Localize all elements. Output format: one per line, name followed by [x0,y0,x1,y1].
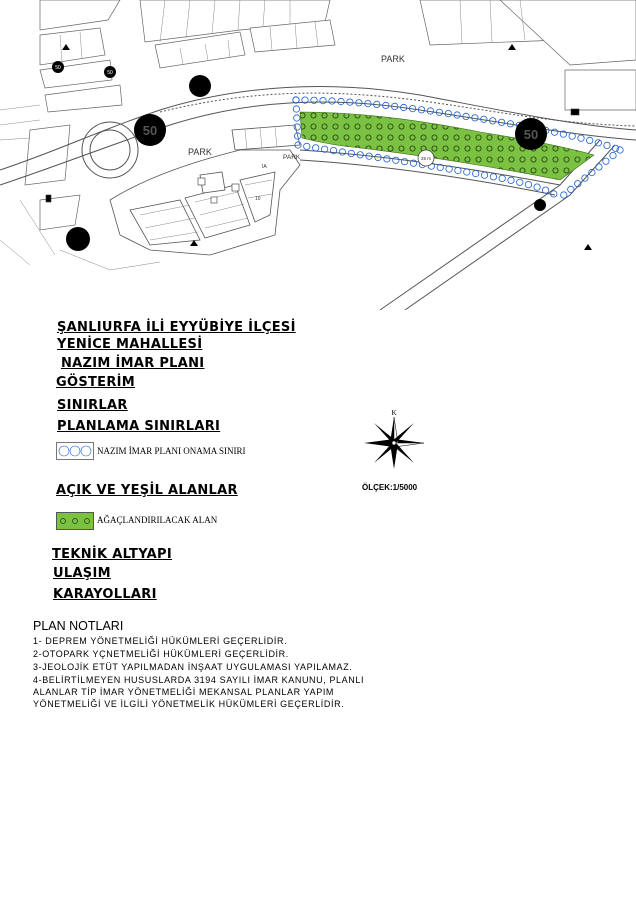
park-label: PARK [188,147,212,157]
plan-note: YÖNETMELİĞİ VE İLGİLİ YÖNETMELİK HÜKÜMLERİ GEÇERLİDİR. [33,699,345,709]
width-label: 25 m [420,156,432,161]
plan-title-province: ŞANLIURFA İLİ EYYÜBİYE İLÇESİ [57,320,296,335]
road-width-label: 50 [55,65,61,71]
afforestation-label: AĞAÇLANDIRILACAK ALAN [97,515,218,525]
legend-highways: KARAYOLLARI [53,587,157,602]
north-arrow-icon [358,407,430,479]
plan-note: 3-JEOLOJİK ETÜT YAPILMADAN İNŞAAT UYGULAMASI YAPILAMAZ. [33,662,353,672]
boundary-circle [347,99,353,105]
boundary-circle [568,186,574,192]
plan-title-type: NAZIM İMAR PLANI [61,356,205,371]
boundary-circle [446,166,452,172]
facility-icon [211,197,217,203]
legend-heading: GÖSTERİM [56,375,136,390]
boundary-circle [313,145,319,151]
boundary-circle [455,167,461,173]
fuel-station-icon [46,195,51,202]
boundary-circle [320,97,326,103]
plan-title-neighbourhood: YENİCE MAHALLESİ [57,337,203,352]
boundary-circle [587,137,593,143]
boundary-circle [610,152,616,158]
boundary-circle [525,181,531,187]
boundary-circle [551,129,557,135]
legend-open-green-areas: AÇIK VE YEŞİL ALANLAR [56,483,238,498]
residential-parcels [110,125,300,255]
boundary-circle [481,172,487,178]
plan-notes-title: PLAN NOTLARI [33,619,124,633]
zoning-map [0,0,636,310]
boundary-circle [508,177,514,183]
facility-icon [198,178,205,185]
boundary-circle [490,174,496,180]
north-label: K [391,409,397,417]
legend-section-boundaries: SINIRLAR [57,398,128,413]
road-width-label: 50 [107,70,113,76]
scale-label: ÖLÇEK:1/5000 [362,483,418,492]
boundary-circle [517,179,523,185]
boundary-circle [384,156,390,162]
boundary-circle [499,175,505,181]
boundary-circle [304,143,310,149]
boundary-circle [569,133,575,139]
plan-note: ALANLAR TİP İMAR YÖNETMELİĞİ MEKANSAL PLANLAR YAPIM [33,687,335,697]
boundary-circle [293,106,299,112]
boundary-circle [329,98,335,104]
boundary-circle [596,164,602,170]
roundabout [82,122,138,178]
boundary-circle [294,115,300,121]
legend-planning-boundaries: PLANLAMA SINIRLARI [57,419,221,434]
park-label: PARK [381,54,405,64]
legend-transportation: ULAŞIM [53,566,111,581]
boundary-circle [578,135,584,141]
boundary-circle [604,142,610,148]
building-icon [571,109,579,115]
boundary-circle [534,184,540,190]
kiosk-label: İA [262,164,267,170]
boundary-circle [348,150,354,156]
road-width-label: 50 [523,127,539,142]
boundary-circle [339,149,345,155]
park-label: PARK [283,154,301,161]
afforestation-swatch [56,512,94,530]
boundary-circle [393,157,399,163]
road-width-label: 10 [255,196,261,202]
plan-note: 1- DEPREM YÖNETMELİĞİ HÜKÜMLERİ GEÇERLİDİR. [33,636,288,646]
boundary-circle [473,170,479,176]
boundary-circle [561,192,567,198]
boundary-circle [338,98,344,104]
facility-icon [232,184,239,191]
boundary-circle [464,169,470,175]
approval-boundary-swatch [56,442,94,460]
afforestation-area [300,112,594,180]
plan-note: 4-BELİRTİLMEYEN HUSUSLARDA 3194 SAYILI İMAR KANUNU, PLANLI [33,675,365,685]
plan-note: 2-OTOPARK YÇNETMELİĞİ HÜKÜMLERİ GEÇERLİDİR. [33,649,289,659]
boundary-circle [595,140,601,146]
legend-technical-infrastructure: TEKNİK ALTYAPI [52,547,172,562]
boundary-circle [542,187,548,193]
approval-boundary-label: NAZIM İMAR PLANI ONAMA SINIRI [97,446,246,456]
boundary-circle [603,158,609,164]
boundary-circle [401,159,407,165]
road-width-label: 50 [142,123,158,138]
